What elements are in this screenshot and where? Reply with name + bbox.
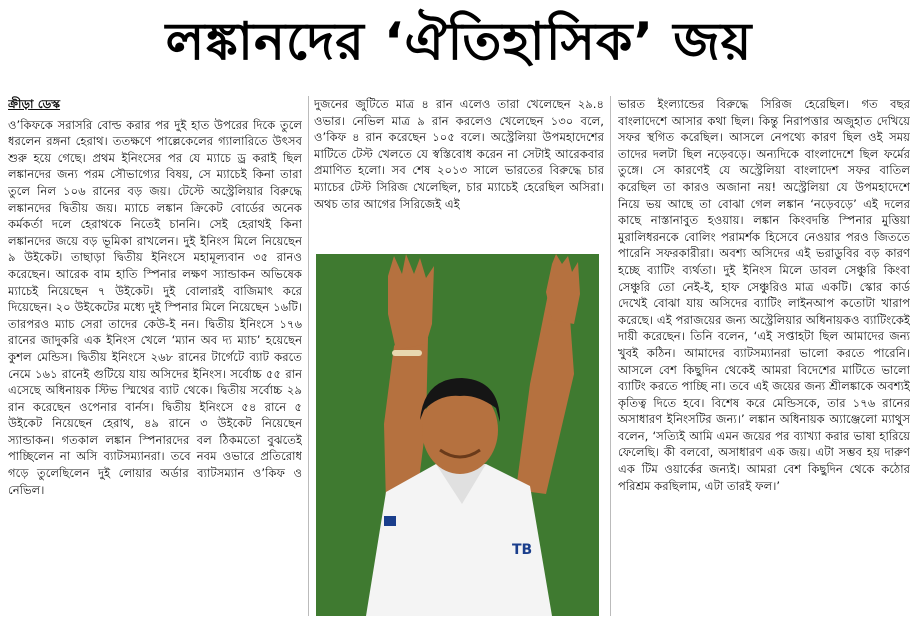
column-divider <box>610 96 611 616</box>
article-column-3 <box>618 96 910 616</box>
cricketer-photo-illustration <box>316 254 599 616</box>
column-divider <box>308 96 309 616</box>
column-2-text: দুজনের জুটিতে মাত্র ৪ রান এলেও তারা খেলেছেন ২৯.৪ ওভার। নেভিল মাত্র ৯ রান করলেও খেলেছেন ১৩০ বলে, ও’কিফ ৪ রান করেছেন ১০৫ বলে। অস্ট্রেলিয়া উপমহাদেশের মাটিতে টেস্ট খেলতে যে স্বস্তিবোধ করেন না সেটাই আরেকবার প্রমাণিত হলো। সব শেষ ২০১৩ সালে ভারতের বিরুদ্ধে চার ম্যাচের টেস্ট সিরিজ খেলেছিল, চার ম্যাচেই হেরেছিল অসিরা। অথচ তার আগের সিরিজেই এই <box>314 97 604 211</box>
wristband <box>392 350 422 356</box>
headline: লঙ্কানদের ‘ঐতিহাসিক’ জয় <box>165 11 753 72</box>
article-column-1 <box>8 96 302 616</box>
headline-container <box>0 0 918 88</box>
column-1-text: ও’কিফকে সরাসরি বোল্ড করার পর দুই হাত উপরের দিকে তুলে ধরলেন রঙ্গনা হেরাথ। ততক্ষণে পাল্লেকেলের গ্যালারিতে উৎসব শুরু হয়ে গেছে। প্রথম ইনিংসের পর যে ম্যাচে ড্র করাই ছিল লঙ্কানদের জন্য পরম সৌভাগ্যের বিষয়, সে ম্যাচেই কিনা তারা তুলে নিল ১০৬ রানের বড় জয়। টেস্টে অস্ট্রেলিয়ার বিরুদ্ধে লঙ্কানদের দ্বিতীয় জয়। ম্যাচে লঙ্কান ক্রিকেট বোর্ডের অনেক কর্মকর্তা দলে হেরাথকে নিতেই চাননি। সেই হেরাথই কিনা লঙ্কানদের জয়ে বড় ভূমিকা রাখলেন। দুই ইনিংস মিলে নিয়েছেন ৯ উইকেট। তাছাড়া দ্বিতীয় ইনিংসে মহামূল্যবান ৩৫ রানও করেছেন। আরেক বাম হাতি স্পিনার লক্ষণ স্যান্ডাকন অভিষেক ম্যাচেই নিয়েছেন ৭ উইকেট। দুই বোলারই বাজিমাৎ করে দিয়েছেন। ২০ উইকেটের মধ্যে দুই স্পিনার মিলে নিয়েছেন ১৬টি। তারপরও ম্যাচ সেরা তাদের কেউ-ই নন। দ্বিতীয় ইনিংসে ১৭৬ রানের জাদুকরি এক ইনিংস খেলে ‘ম্যান অব দ্য ম্যাচ’ হয়েছেন কুশল মেন্ডিস। দ্বিতীয় ইনিংসে ২৬৮ রানের টার্গেটে ব্যাট করতে নেমে ১৬১ রানেই গুটিয়ে যায় অসিদের ইনিংস। সর্বোচ্চ ৫৫ রান এসেছে অধিনায়ক স্টিভ স্মিথের ব্যাট থেকে। দ্বিতীয় সর্বোচ্চ ২৯ রান করেছেন ওপেনার বার্নস। দ্বিতীয় ইনিংসে ৫৪ রানে ৫ উইকেট নিয়েছেন হেরাথ, ৪৯ রানে ৩ উইকেট নিয়েছেন স্যান্ডাকন। গতকাল লঙ্কান স্পিনারদের বল ঠিকমতো বুঝতেই পাচ্ছিলেন না অসি ব্যাটসম্যানরা। তবে নবম ওভারে প্রতিরোধ গড়ে তুলেছিলেন দুই লোয়ার অর্ডার ব্যাটসম্যান ও’কিফ ও নেভিল। <box>8 117 302 497</box>
article-column-2 <box>314 96 604 254</box>
jersey-text: TB <box>512 542 533 558</box>
celebration-photo <box>316 254 599 616</box>
jersey-badge <box>384 516 396 526</box>
byline: ক্রীড়া ডেস্ক <box>8 97 61 111</box>
column-3-text: ভারত ইংল্যান্ডের বিরুদ্ধে সিরিজ হেরেছিল। গত বছর বাংলাদেশে আসার কথা ছিল। কিন্তু নিরাপত্তার অজুহাত দেখিয়ে সফর স্থগিত করেছিল। আসলে নেপথ্যে কারণ ছিল ওই সময় তাদের দলটা ছিল নড়েবড়ে। অন্যদিকে বাংলাদেশে ছিল ফর্মের তুঙ্গে। সে কারণেই যে অস্ট্রেলিয়া বাংলাদেশ সফর বাতিল করেছিল তা কারও অজানা নয়! অস্ট্রেলিয়া যে উপমহাদেশে নিয়ে ভয় আছে তা বোঝা গেল লঙ্কান ‘নড়েবড়ে’ এই দলের কাছে নাস্তানাবুত হওয়ায়। লঙ্কান কিংবদন্তি স্পিনার মুত্তিয়া মুরালিধরনকে বোলিং পরামর্শক হিসেবে নেওয়ার পরও জিততে পারেনি সফরকারীরা। অবশ্য অসিদের এই ভরাডুবির বড় কারণ হচ্ছে ব্যাটিং ব্যর্থতা। দুই ইনিংস মিলে ডাবল সেঞ্চুরি কিংবা সেঞ্চুরি তো নেই-ই, হাফ সেঞ্চুরিও মাত্র একটি। স্কোর কার্ড দেখেই বোঝা যায় অসিদের ব্যাটিং লাইনআপ কতোটা খারাপ করেছে। এই পরাজয়ের জন্য অস্ট্রেলিয়ার অধিনায়কও ব্যাটিংকেই দায়ী করেছেন। তিনি বলেন, ‘এই সপ্তাহটা ছিল আমাদের জন্য খুবই কঠিন। আমাদের ব্যাটসম্যানরা ভালো করতে পারেনি। আসলে বেশ কিছুদিন থেকেই আমরা বিদেশের মাটিতে ভালো ব্যাটিং করতে পাচ্ছি না। তবে এই জয়ের জন্য শ্রীলঙ্কাকে অবশ্যই কৃতিত্ব দিতে হবে। বিশেষ করে মেন্ডিসকে, তার ১৭৬ রানের অসাধারণ ইনিংসটির জন্য।’ লঙ্কান অধিনায়ক অ্যাঞ্জেলো ম্যাথুস বলেন, ‘সত্যিই আমি এমন জয়ের পর ব্যাখ্যা করার ভাষা হারিয়ে ফেলেছি। কী বলবো, অসাধারণ এক জয়। এটা সম্ভব হয় দারুণ এক টিম ওয়ার্কের জন্যই। আমরা বেশ কিছুদিন থেকে কঠোর পরিশ্রম করছিলাম, এটা তারই ফল।’ <box>618 97 910 493</box>
